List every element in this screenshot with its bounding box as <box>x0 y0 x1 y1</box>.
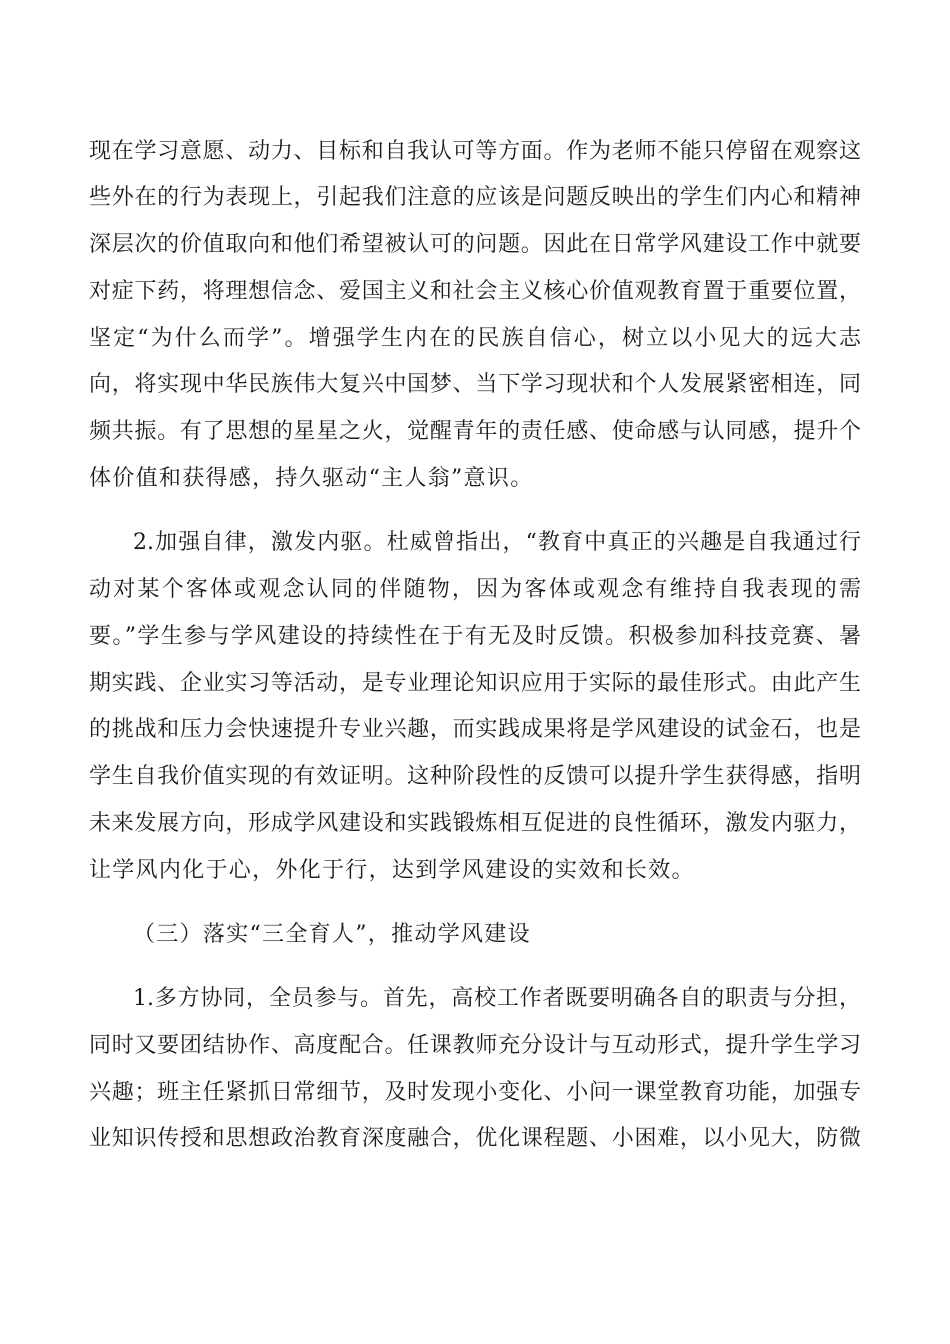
paragraph-line: 兴趣；班主任紧抓日常细节，及时发现小变化、小问一课堂教育功能，加强专 <box>89 1080 861 1105</box>
paragraph-line: 对症下药，将理想信念、爱国主义和社会主义核心价值观教育置于重要位置， <box>89 279 861 304</box>
paragraph-line: 的挑战和压力会快速提升专业兴趣，而实践成果将是学风建设的试金石，也是 <box>89 717 861 742</box>
paragraph-line: 些外在的行为表现上，引起我们注意的应该是问题反映出的学生们内心和精神 <box>89 185 861 210</box>
paragraph-line: 同时又要团结协作、高度配合。任课教师充分设计与互动形式，提升学生学习 <box>89 1033 861 1058</box>
paragraph-line: 学生自我价值实现的有效证明。这种阶段性的反馈可以提升学生获得感，指明 <box>89 764 861 789</box>
paragraph-line: 让学风内化于心，外化于行，达到学风建设的实效和长效。 <box>89 858 695 883</box>
paragraph-line: 要。”学生参与学风建设的持续性在于有无及时反馈。积极参加科技竞赛、暑 <box>89 624 861 649</box>
paragraph-line: 现在学习意愿、动力、目标和自我认可等方面。作为老师不能只停留在观察这 <box>89 139 861 164</box>
paragraph-line: 体价值和获得感，持久驱动“主人翁”意识。 <box>89 466 534 491</box>
paragraph-line: 业知识传授和思想政治教育深度融合，优化课程题、小困难，以小见大，防微 <box>89 1126 861 1151</box>
paragraph-line: 坚定“为什么而学”。增强学生内在的民族自信心，树立以小见大的远大志 <box>89 326 861 351</box>
paragraph-line: 2.加强自律，激发内驱。杜威曾指出，“教育中真正的兴趣是自我通过行 <box>133 530 861 555</box>
paragraph-line: 深层次的价值取向和他们希望被认可的问题。因此在日常学风建设工作中就要 <box>89 232 861 257</box>
paragraph-line: 向，将实现中华民族伟大复兴中国梦、当下学习现状和个人发展紧密相连，同 <box>89 372 861 397</box>
paragraph-line: 1.多方协同，全员参与。首先，高校工作者既要明确各自的职责与分担， <box>133 986 861 1011</box>
paragraph-line: 频共振。有了思想的星星之火，觉醒青年的责任感、使命感与认同感，提升个 <box>89 419 861 444</box>
paragraph-line: 期实践、企业实习等活动，是专业理论知识应用于实际的最佳形式。由此产生 <box>89 671 861 696</box>
section-heading: （三）落实“三全育人”，推动学风建设 <box>133 922 531 947</box>
paragraph-line: 未来发展方向，形成学风建设和实践锻炼相互促进的良性循环，激发内驱力， <box>89 811 861 836</box>
paragraph-line: 动对某个客体或观念认同的伴随物，因为客体或观念有维持自我表现的需 <box>89 577 861 602</box>
